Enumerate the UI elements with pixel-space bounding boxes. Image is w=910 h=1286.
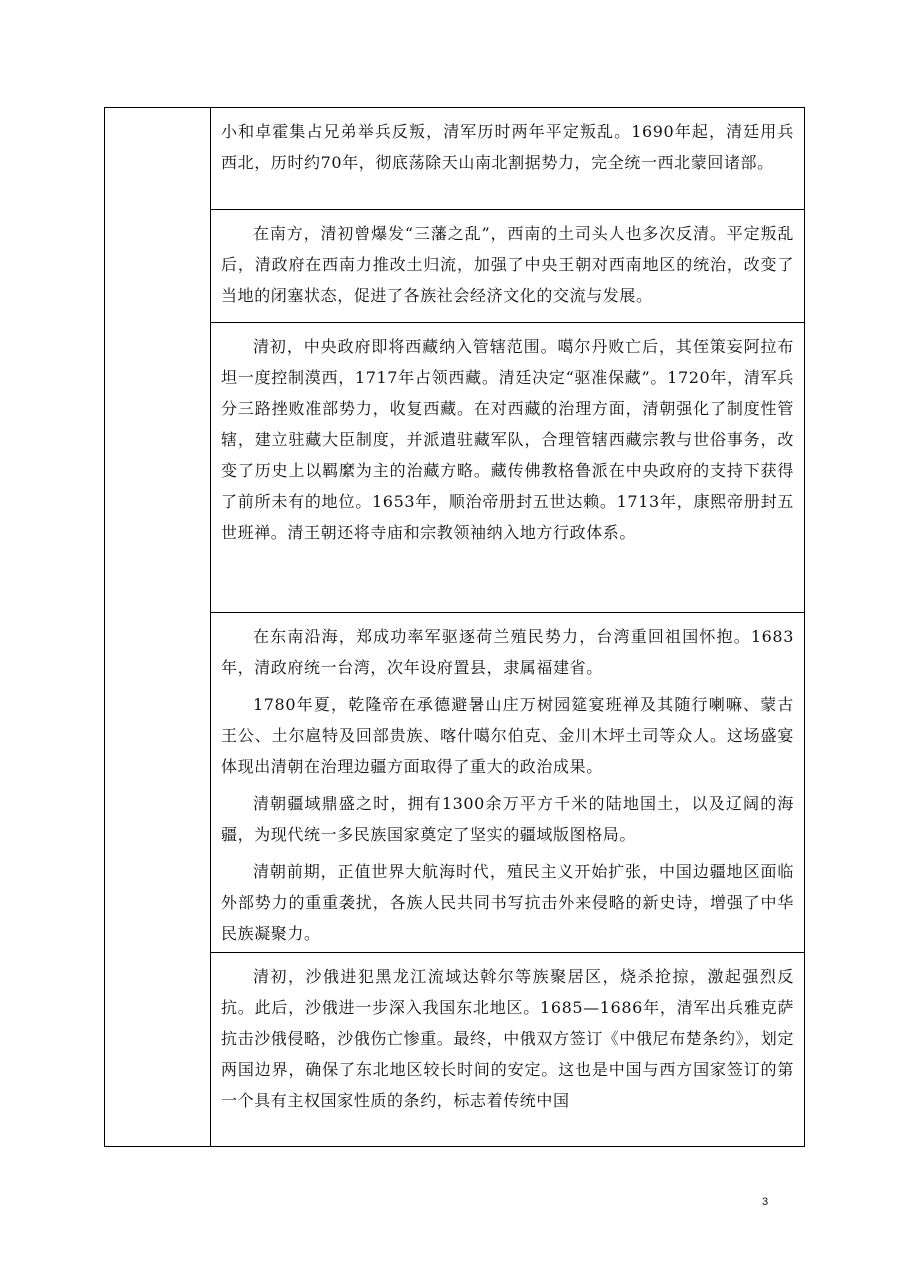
paragraph: 在南方，清初曾爆发“三藩之乱”，西南的土司头人也多次反清。平定叛乱后，清政府在西南力推改土归流，加强了中央王朝对西南地区的统治，改变了当地的闭塞状态，促进了各族社会经济文化的交流与发展。 (221, 224, 794, 305)
paragraph: 清初，中央政府即将西藏纳入管辖范围。噶尔丹败亡后，其侄策妄阿拉布坦一度控制漠西，1717年占领西藏。清廷决定“驱准保藏”。1720年，清军兵分三路挫败准部势力，收复西藏。在对西藏的治理方面，清朝强化了制度性管辖，建立驻藏大臣制度，并派遣驻藏军队，合理管辖西藏宗教与世俗事务，改变了历史上以羁縻为主的治藏方略。藏传佛教格鲁派在中央政府的支持下获得了前所未有的地位。1653年，顺治帝册封五世达赖。1713年，康熙帝册封五世班禅。清王朝还将寺庙和宗教领袖纳入地方行政体系。 (221, 337, 794, 542)
paragraph: 清朝前期，正值世界大航海时代，殖民主义开始扩张，中国边疆地区面临外部势力的重重袭扰，各族人民共同书写抗击外来侵略的新史诗，增强了中华民族凝聚力。 (221, 862, 794, 943)
paragraph: 清初，沙俄进犯黑龙江流域达斡尔等族聚居区，烧杀抢掠，激起强烈反抗。此后，沙俄进一步深入我国东北地区。1685—1686年，清军出兵雅克萨抗击沙俄侵略，沙俄伤亡惨重。最终，中俄双方签订《中俄尼布楚条约》，划定两国边界，确保了东北地区较长时间的安定。这也是中国与西方国家签订的第一个具有主权国家性质的条约，标志着传统中国 (221, 967, 795, 1110)
content-block-2 (211, 210, 804, 323)
paragraph: 清朝疆域鼎盛之时，拥有1300余万平方千米的陆地国土，以及辽阔的海疆，为现代统一多民族国家奠定了坚实的疆域版图格局。 (221, 794, 794, 844)
page-number: 3 (762, 1196, 769, 1208)
content-block-4 (211, 613, 804, 953)
table-left-cell (105, 108, 211, 1146)
paragraph: 小和卓霍集占兄弟举兵反叛，清军历时两年平定叛乱。1690年起，清廷用兵西北，历时约70年，彻底荡除天山南北割据势力，完全统一西北蒙回诸部。 (221, 122, 794, 172)
content-block-3 (211, 323, 804, 613)
content-block-1 (211, 108, 804, 210)
paragraph: 在东南沿海，郑成功率军驱逐荷兰殖民势力，台湾重回祖国怀抱。1683年，清政府统一台湾，次年设府置县，隶属福建省。 (221, 627, 794, 677)
document-table (104, 107, 805, 1147)
paragraph: 1780年夏，乾隆帝在承德避暑山庄万树园筵宴班禅及其随行喇嘛、蒙古王公、土尔扈特及回部贵族、喀什噶尔伯克、金川木坪土司等众人。这场盛宴体现出清朝在治理边疆方面取得了重大的政治成果。 (221, 695, 794, 776)
table-content-cell (211, 108, 804, 1146)
content-block-5 (211, 953, 804, 1148)
